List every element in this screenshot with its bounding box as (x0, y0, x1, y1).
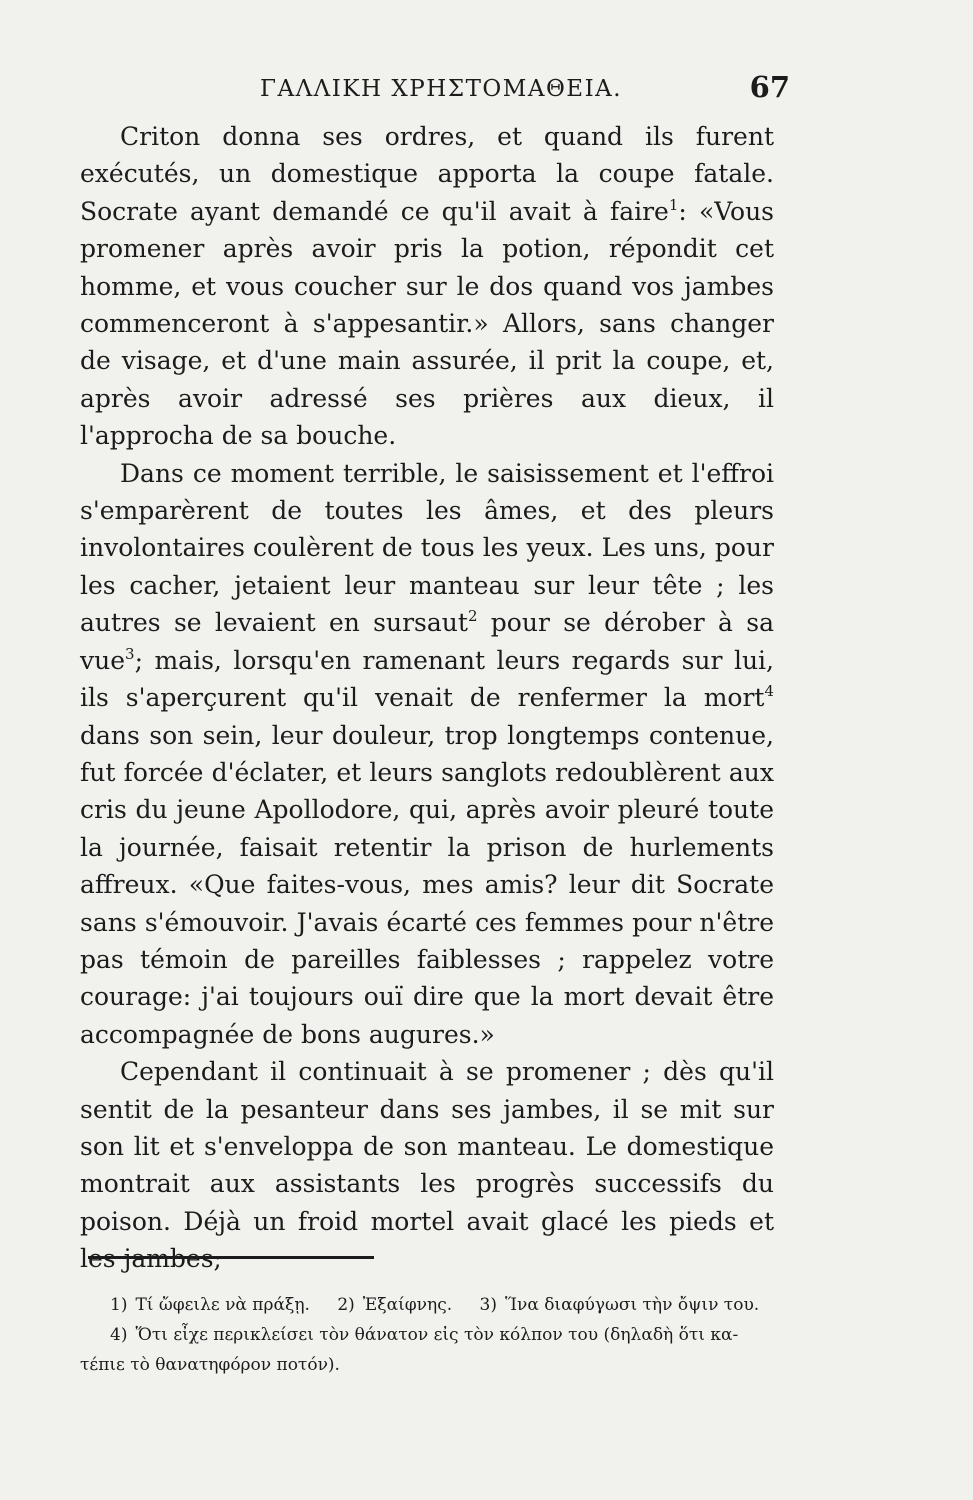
footnote-ref-1: 1 (668, 195, 679, 214)
body-text (80, 118, 774, 1278)
footnote-2-number: 2) (337, 1295, 355, 1315)
paragraph-2-text-d: dans son sein, leur douleur, trop longtemps contenue, fut forcée d'éclater, et leurs sanglots redoublèrent aux cris du jeune Apollodore, qui, après avoir pleuré toute la journée, faisait retentir la prison de hurlements affreux. «Que faites-vous, mes amis? leur dit Socrate sans s'émouvoir. J'avais écarté ces femmes pour n'être pas témoin de pareilles faiblesses ; rappelez votre courage: j'ai toujours ouï dire que la mort devait être accompagnée de bons augures.» (80, 720, 774, 1049)
paragraph-2-text-a: Dans ce moment terrible, le saisissement et l'effroi s'emparèrent de toutes les âmes, et des pleurs involontaires coulèrent de tous les yeux. Les uns, pour les cacher, jetaient leur manteau sur leur tête ; les autres se levaient en sursaut (80, 458, 774, 638)
running-head (80, 70, 790, 110)
footnote-4-text-a: Ὅτι εἶχε περικλείσει τὸν θάνατον εἰς τὸν κόλπον του (δηλαδὴ ὅτι κα- (135, 1325, 739, 1345)
footnote-ref-4: 4 (764, 682, 774, 701)
paragraph-2-text-c: ; mais, lorsqu'en ramenant leurs regards sur lui, ils s'aperçurent qu'il venait de renfermer la mort (80, 645, 774, 713)
footnote-4-number: 4) (110, 1325, 128, 1345)
footnote-2-text: Ἐξαίφνης. (362, 1295, 453, 1315)
footnote-divider (88, 1256, 374, 1259)
footnote-ref-3: 3 (125, 644, 135, 663)
footnote-3 (480, 1295, 760, 1315)
footnotes (80, 1290, 780, 1380)
running-title: ΓΑΛΛΙΚΗ ΧΡΗΣΤΟΜΑΘΕΙΑ. (260, 76, 623, 102)
footnote-line-2 (80, 1320, 780, 1350)
footnote-1-number: 1) (110, 1295, 128, 1315)
paragraph-3-text: Cependant il continuait à se promener ; dès qu'il sentit de la pesanteur dans ses jambes, il se mit sur son lit et s'enveloppa de son manteau. Le domestique montrait aux assistants les progrès successifs du poison. Déjà un froid mortel avait glacé les pieds et les jambes; (80, 1057, 774, 1274)
paragraph-2-text-b: pour se dérober à sa vue (80, 608, 774, 675)
footnote-4-text-b: τέπιε τὸ θανατηφόρον ποτόν). (80, 1355, 340, 1375)
page-number: 67 (749, 70, 790, 104)
paragraph-1 (80, 118, 774, 455)
footnote-line-1 (80, 1290, 780, 1320)
paragraph-3 (80, 1053, 774, 1277)
paragraph-2 (80, 455, 774, 1054)
footnote-2 (337, 1295, 452, 1315)
footnote-3-number: 3) (479, 1295, 497, 1315)
footnote-ref-2: 2 (467, 607, 478, 626)
paragraph-1-text-a: Criton donna ses ordres, et quand ils furent exécutés, un domestique apporta la coupe fatale. Socrate ayant demandé ce qu'il avait à faire (80, 122, 774, 226)
footnote-1 (110, 1295, 310, 1315)
footnote-3-text: Ἵνα διαφύγωσι τὴν ὄψιν του. (504, 1295, 760, 1315)
footnote-line-3 (80, 1350, 780, 1380)
paragraph-1-text-b: : «Vous promener après avoir pris la potion, répondit cet homme, et vous coucher sur le dos quand vos jambes commenceront à s'appesantir.» Allors, sans changer de visage, et d'une main assurée, il prit la coupe, et, après avoir adressé ses prières aux dieux, il l'approcha de sa bouche. (80, 196, 775, 451)
footnote-1-text: Τί ὤφειλε νὰ πράξῃ. (135, 1295, 310, 1315)
